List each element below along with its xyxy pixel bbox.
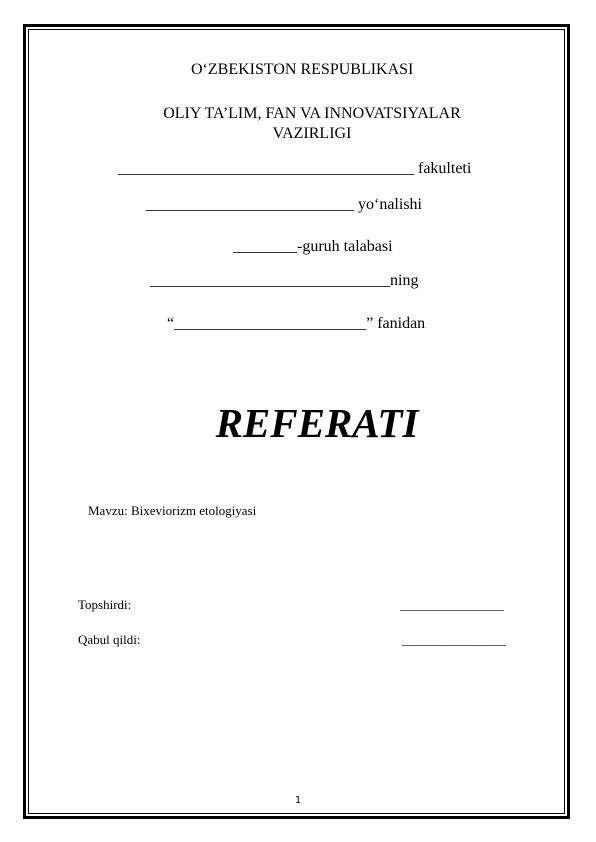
faculty-field: _____________________________________ fakulteti [118, 160, 472, 177]
ministry-heading-line1: OLIY TA’LIM, FAN VA INNOVATSIYALAR [163, 105, 461, 122]
document-title: REFERATI [215, 400, 419, 446]
direction-field: __________________________ yo‘nalishi [146, 196, 422, 213]
group-field: ________-guruh talabasi [233, 238, 393, 255]
page-number: 1 [294, 795, 302, 806]
accepted-signature-line: ________________ [402, 632, 506, 647]
submitted-label: Topshirdi: [78, 597, 132, 612]
ministry-heading-line2: VAZIRLIGI [272, 125, 352, 142]
submitted-signature-line: ________________ [400, 597, 504, 612]
accepted-label: Qabul qildi: [78, 632, 141, 647]
republic-heading: O‘ZBEKISTON RESPUBLIKASI [191, 61, 414, 78]
topic-line: Mavzu: Bixeviorizm etologiyasi [88, 503, 257, 518]
subject-field: “________________________” fanidan [167, 315, 426, 332]
student-field: ______________________________ning [150, 272, 419, 289]
